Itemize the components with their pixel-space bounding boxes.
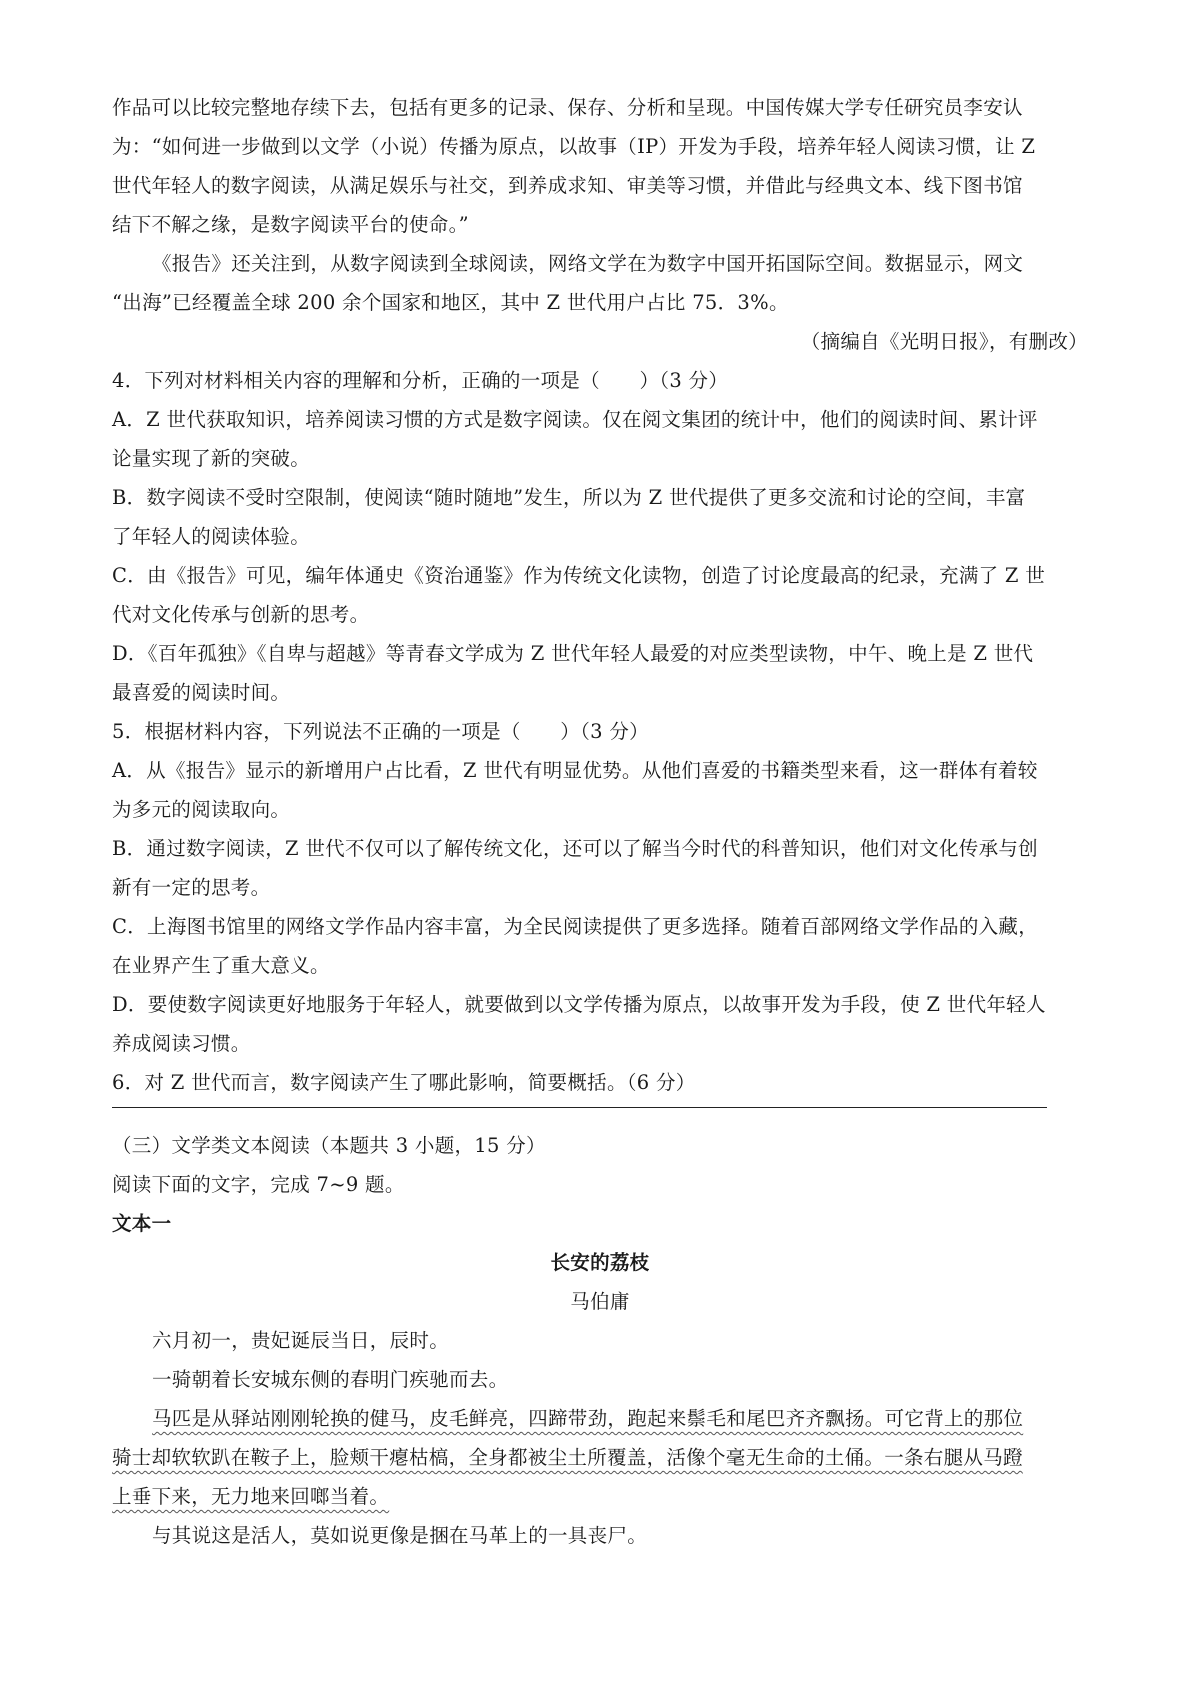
question-4-option: 了年轻人的阅读体验。: [112, 525, 311, 548]
story-paragraph-underlined: 骑士却软软趴在鞍子上，脸颊干瘪枯槁，全身都被尘土所覆盖，活像个毫无生命的土俑。一条右腿从马蹬: [112, 1446, 1023, 1469]
passage-line: “出海”已经覆盖全球 200 余个国家和地区，其中 Z 世代用户占比 75．3%。: [112, 291, 789, 314]
section-heading: （三）文学类文本阅读（本题共 3 小题，15 分）: [112, 1134, 546, 1157]
question-4-stem: 4．下列对材料相关内容的理解和分析，正确的一项是（ ）（3 分）: [112, 369, 729, 392]
question-4-option: 论量实现了新的突破。: [112, 447, 311, 470]
question-5-option: D．要使数字阅读更好地服务于年轻人，就要做到以文学传播为原点，以故事开发为手段，使 Z 世代年轻人: [112, 993, 1046, 1016]
question-5-option: A．从《报告》显示的新增用户占比看，Z 世代有明显优势。从他们喜爱的书籍类型来看，这一群体有着较: [112, 759, 1038, 782]
passage-line: 结下不解之缘，是数字阅读平台的使命。”: [112, 213, 469, 236]
source-citation: （摘编自《光明日报》，有删改）: [800, 330, 1088, 353]
text-label: 文本一: [112, 1212, 172, 1235]
story-paragraph-underlined: 上垂下来，无力地来回啷当着。: [112, 1485, 390, 1508]
question-4-option: C．由《报告》可见，编年体通史《资治通鉴》作为传统文化读物，创造了讨论度最高的纪录，充满了 Z 世: [112, 564, 1046, 587]
story-author: 马伯庸: [570, 1290, 630, 1313]
story-paragraph: 与其说这是活人，莫如说更像是捆在马革上的一具丧尸。: [152, 1524, 648, 1547]
question-6-stem: 6．对 Z 世代而言，数字阅读产生了哪此影响，简要概括。（6 分）: [112, 1071, 696, 1094]
question-5-stem: 5．根据材料内容，下列说法不正确的一项是（ ）（3 分）: [112, 720, 649, 743]
answer-line: [112, 1107, 1047, 1108]
story-paragraph: 六月初一，贵妃诞辰当日，辰时。: [152, 1329, 450, 1352]
passage-line: 世代年轻人的数字阅读，从满足娱乐与社交，到养成求知、审美等习惯，并借此与经典文本、线下图书馆: [112, 174, 1023, 197]
question-4-option: 代对文化传承与创新的思考。: [112, 603, 370, 626]
story-paragraph-underlined: 马匹是从驿站刚刚轮换的健马，皮毛鲜亮，四蹄带劲，跑起来鬃毛和尾巴齐齐飘扬。可它背上的那位: [152, 1407, 1024, 1430]
story-title: 长安的荔枝: [550, 1251, 650, 1274]
question-5-option: C．上海图书馆里的网络文学作品内容丰富，为全民阅读提供了更多选择。随着百部网络文学作品的入藏，: [112, 915, 1039, 938]
passage-line: 作品可以比较完整地存续下去，包括有更多的记录、保存、分析和呈现。中国传媒大学专任研究员李安认: [112, 96, 1023, 119]
question-5-option: 新有一定的思考。: [112, 876, 271, 899]
question-5-option: B．通过数字阅读，Z 世代不仅可以了解传统文化，还可以了解当今时代的科普知识，他们对文化传承与创: [112, 837, 1038, 860]
passage-line: 《报告》还关注到，从数字阅读到全球阅读，网络文学在为数字中国开拓国际空间。数据显示，网文: [152, 252, 1024, 275]
question-5-option: 为多元的阅读取向。: [112, 798, 291, 821]
section-instruction: 阅读下面的文字，完成 7~9 题。: [112, 1173, 405, 1196]
passage-line: 为：“如何进一步做到以文学（小说）传播为原点，以故事（IP）开发为手段，培养年轻人阅读习惯，让 Z: [112, 135, 1036, 158]
question-4-option: 最喜爱的阅读时间。: [112, 681, 291, 704]
question-4-option: D．《百年孤独》《自卑与超越》等青春文学成为 Z 世代年轻人最爱的对应类型读物，中午、晚上是 Z 世代: [112, 642, 1034, 665]
story-paragraph: 一骑朝着长安城东侧的春明门疾驰而去。: [152, 1368, 509, 1391]
question-4-option: A．Z 世代获取知识，培养阅读习惯的方式是数字阅读。仅在阅文集团的统计中，他们的阅读时间、累计评: [112, 408, 1038, 431]
question-5-option: 在业界产生了重大意义。: [112, 954, 330, 977]
question-5-option: 养成阅读习惯。: [112, 1032, 251, 1055]
question-4-option: B．数字阅读不受时空限制，使阅读“随时随地”发生，所以为 Z 世代提供了更多交流和讨论的空间，丰富: [112, 486, 1026, 509]
